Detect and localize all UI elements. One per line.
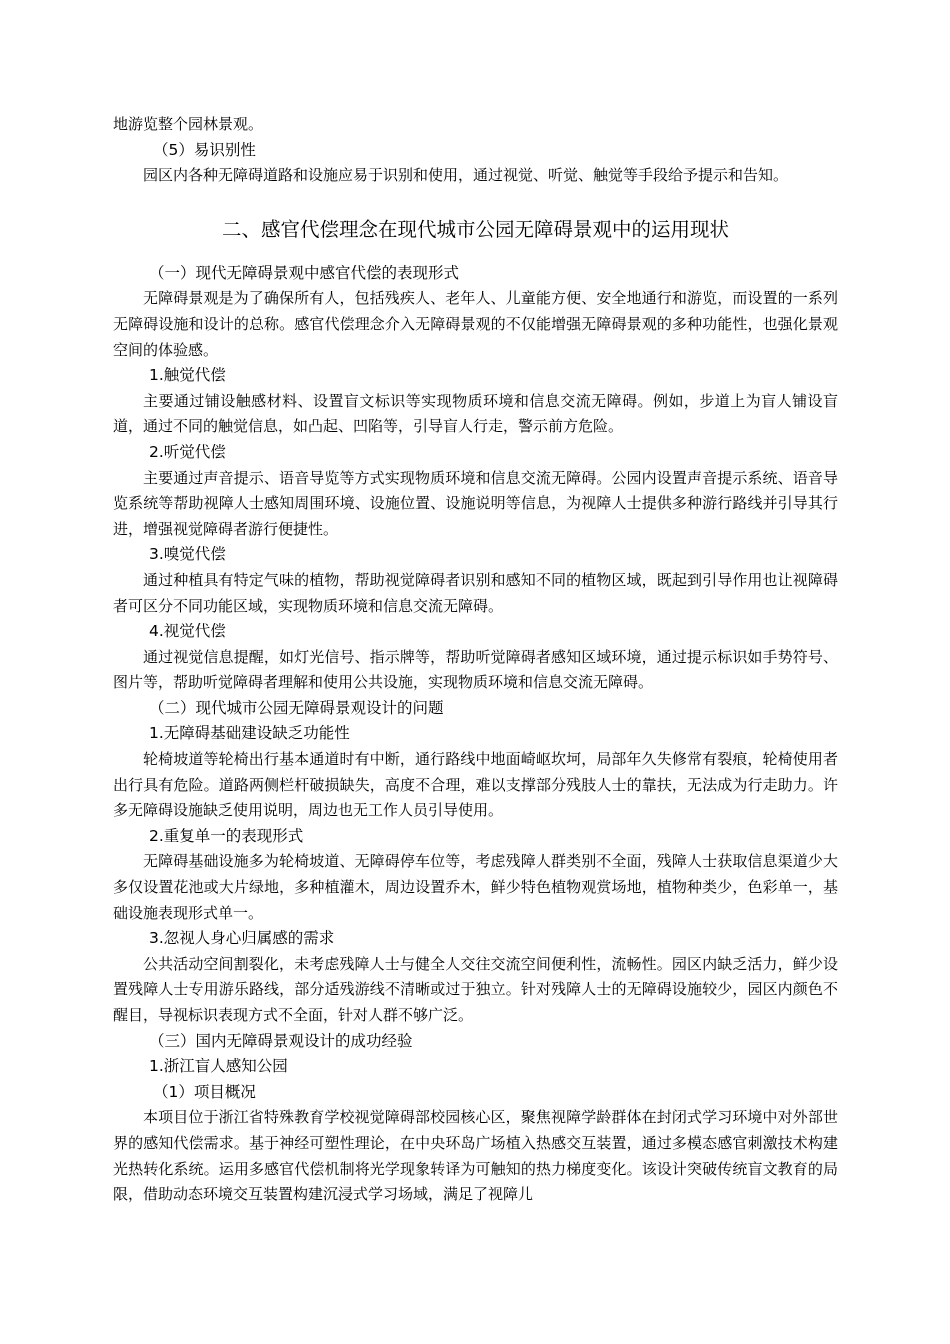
visual-paragraph: 通过视觉信息提醒，如灯光信号、指示牌等，帮助听觉障碍者感知区域环境，通过提示标识如手势符号、图片等，帮助听觉障碍者理解和使用公共设施，实现物质环境和信息交流无障碍。 (113, 647, 838, 692)
visual-heading: 4.视觉代偿 (149, 622, 226, 641)
case1-paragraph: 本项目位于浙江省特殊教育学校视觉障碍部校园核心区，聚焦视障学龄群体在封闭式学习环境中对外部世界的感知代偿需求。基于神经可塑性理论，在中央环岛广场植入热感交互装置，通过多模态感官刺激技术构建光热转化系统。运用多感官代偿机制将光学现象转译为可触知的热力梯度变化。该设计突破传统盲文教育的局限，借助动态环境交互装置构建沉浸式学习场域，满足了视障儿 (113, 1108, 838, 1204)
olfactory-heading: 3.嗅觉代偿 (149, 545, 226, 564)
case1-subheading: （1）项目概况 (153, 1082, 256, 1101)
part1-heading: （一）现代无障碍景观中感官代偿的表现形式 (149, 263, 460, 282)
part3-heading: （三）国内无障碍景观设计的成功经验 (149, 1031, 413, 1050)
problem1-heading: 1.无障碍基础建设缺乏功能性 (149, 724, 350, 743)
subsection-heading-recognizability: （5）易识别性 (153, 140, 256, 159)
auditory-heading: 2.听觉代偿 (149, 442, 226, 461)
section-title: 二、感官代偿理念在现代城市公园无障碍景观中的运用现状 (221, 217, 729, 241)
case1-heading: 1.浙江盲人感知公园 (149, 1057, 288, 1076)
continuation-paragraph: 地游览整个园林景观。 (113, 115, 264, 133)
problem1-paragraph: 轮椅坡道等轮椅出行基本通道时有中断，通行路线中地面崎岖坎坷，局部年久失修常有裂痕，轮椅使用者出行具有危险。道路两侧栏杆破损缺失，高度不合理，难以支撑部分残肢人士的靠扶，无法成为行走助力。许多无障碍设施缺乏使用说明，周边也无工作人员引导使用。 (113, 750, 838, 820)
tactile-heading: 1.触觉代偿 (149, 366, 226, 385)
olfactory-paragraph: 通过种植具有特定气味的植物，帮助视觉障碍者识别和感知不同的植物区域，既起到引导作用也让视障碍者可区分不同功能区域，实现物质环境和信息交流无障碍。 (113, 570, 838, 615)
paragraph-recognizability: 园区内各种无障碍道路和设施应易于识别和使用，通过视觉、听觉、触觉等手段给予提示和告知。 (143, 166, 789, 185)
problem3-paragraph: 公共活动空间割裂化，未考虑残障人士与健全人交往交流空间便利性，流畅性。园区内缺乏活力，鲜少设置残障人士专用游乐路线，部分适残游线不清晰或过于独立。针对残障人士的无障碍设施较少，园区内颜色不醒目，导视标识表现方式不全面，针对人群不够广泛。 (113, 954, 838, 1024)
problem2-heading: 2.重复单一的表现形式 (149, 826, 304, 845)
part2-heading: （二）现代城市公园无障碍景观设计的问题 (149, 698, 444, 717)
auditory-paragraph: 主要通过声音提示、语音导览等方式实现物质环境和信息交流无障碍。公园内设置声音提示系统、语音导览系统等帮助视障人士感知周围环境、设施位置、设施说明等信息，为视障人士提供多种游行路线并引导其行进，增强视觉障碍者游行便捷性。 (113, 468, 838, 538)
part1-intro-paragraph: 无障碍景观是为了确保所有人，包括残疾人、老年人、儿童能方便、安全地通行和游览，而设置的一系列无障碍设施和设计的总称。感官代偿理念介入无障碍景观的不仅能增强无障碍景观的多种功能性，也强化景观空间的体验感。 (113, 289, 838, 359)
problem2-paragraph: 无障碍基础设施多为轮椅坡道、无障碍停车位等，考虑残障人群类别不全面，残障人士获取信息渠道少大多仅设置花池或大片绿地，多种植灌木，周边设置乔木，鲜少特色植物观赏场地，植物种类少，色彩单一，基础设施表现形式单一。 (113, 852, 838, 922)
document-page (113, 112, 838, 1208)
tactile-paragraph: 主要通过铺设触感材料、设置盲文标识等实现物质环境和信息交流无障碍。例如，步道上为盲人铺设盲道，通过不同的触觉信息，如凸起、凹陷等，引导盲人行走，警示前方危险。 (113, 391, 838, 436)
problem3-heading: 3.忽视人身心归属感的需求 (149, 929, 335, 948)
